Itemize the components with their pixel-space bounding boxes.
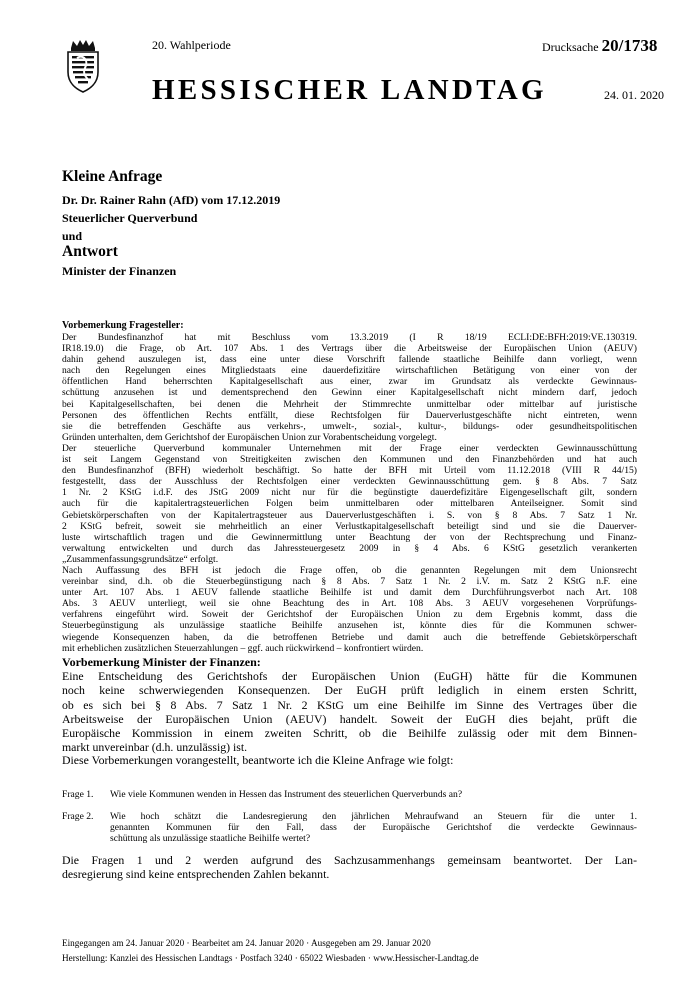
text-line: Der Bundesfinanzhof hat mit Beschluss vom 13.3.2019 (I R 18/19 ECLI:DE:BFH:2019:VE.130319. — [62, 332, 637, 343]
text-line: Wie viele Kommunen wenden in Hessen das Instrument des steuerlichen Querverbunds an? — [110, 789, 463, 800]
text-line: Steuerbegünstigung als unzulässige staatliche Beihilfe anzusehen ist, könnte dies für die Kommunen schwer- — [62, 620, 637, 632]
footer-imprint: Herstellung: Kanzlei des Hessischen Landtags · Postfach 3240 · 65022 Wiesbaden · www.Hessischer-Landtag.de — [62, 953, 479, 963]
text-line: sie die betreffenden Geschäfte aus verkehrs-, umwelt-, sozial-, kultur-, bildungs- oder gesundheitspolitischen — [62, 420, 637, 432]
author-line: Dr. Dr. Rainer Rahn (AfD) vom 17.12.2019 — [62, 193, 281, 207]
drucksache-label: Drucksache — [542, 40, 599, 54]
text-line: verfahrens eingeführt wird. Soweit der Gerichtshof der Europäischen Union zu dem Ergebnis kommt, dass die — [62, 609, 637, 621]
answer-text — [62, 853, 637, 881]
text-line: luste wirtschaftlich tragen und die Gewinnermittlung unter Beachtung der von der Rechtsprechung und Finanz- — [62, 531, 637, 543]
footer-dates: Eingegangen am 24. Januar 2020 · Bearbeitet am 24. Januar 2020 · Ausgegeben am 29. Januar 2020 — [62, 938, 431, 948]
frage-1 — [62, 789, 637, 801]
text-line: Gründen unterhalten, dem Gerichtshof der Europäischen Union zur Vorabentscheidung vorgelegt. — [62, 431, 437, 443]
und-line: und — [62, 229, 83, 243]
text-line: „Zusammenfassungsgrundsätze“ erfolgt. — [62, 553, 219, 565]
text-line: markt unvereinbar (d.h. unzulässig) ist. — [62, 740, 248, 755]
text-line: mit erheblichen zusätzlichen Steuerzahlungen – ggf. auch rückwirkend – konfrontiert würden. — [62, 642, 424, 654]
vorbemerkung-minister-text — [62, 669, 637, 754]
vorbemerkung-minister-heading: Vorbemerkung Minister der Finanzen: — [62, 655, 261, 669]
vorbemerkung-minister — [62, 655, 637, 754]
text-line: Europäische Kommission in einem zweiten Schritt, ob die Beihilfe zulässig oder mit dem Binnen- — [62, 725, 637, 740]
drucksache-number: 20/1738 — [601, 36, 658, 55]
vorbemerkung-fragesteller-text — [62, 332, 637, 654]
frage-2 — [62, 811, 637, 847]
text-line: ob es sich bei § 8 Abs. 7 Satz 1 Nr. 2 KStG um eine Beihilfe im Sinne des Vertrages über die — [62, 697, 637, 712]
text-line: auch für die kapitalertragsteuerlichen Folgen beim unmittelbaren oder mittelbaren Anteilseigner. Somit sind — [62, 498, 637, 510]
text-line: desregierung sind keine entsprechenden Zahlen bekannt. — [62, 867, 330, 882]
subject-line: Steuerlicher Querverbund — [62, 211, 198, 225]
vorbemerkung-fragesteller — [62, 320, 637, 654]
document-type: Kleine Anfrage — [62, 168, 163, 185]
document-date: 24. 01. 2020 — [604, 88, 664, 102]
text-line: wiegende Konsequenzen haben, da die betroffenen Betriebe und damit auch die betreffende Gebietskörperschaft — [62, 631, 637, 643]
text-line: Wie hoch schätzt die Landesregierung den jährlichen Mehraufwand an Steuern für die unter 1. — [110, 811, 637, 822]
text-line: schüttung als unzulässige staatliche Beihilfe wertet? — [110, 833, 311, 845]
text-line: 1 Nr. 2 KStG i.d.F. des JStG 2009 nicht nur für die begünstigte dauerdefizitäre Eigengesellschaft gilt, sondern — [62, 487, 637, 499]
answer-type: Antwort — [62, 243, 118, 260]
intro-text: Diese Vorbemerkungen vorangestellt, beantworte ich die Kleine Anfrage wie folgt: — [62, 753, 454, 767]
drucksache — [542, 36, 657, 56]
text-line: Gebietskörperschaften von der Kapitalertragsteuer aus Dauerverlustgeschäften i. S. von § 8 Abs. 7 Satz 1 Nr. — [62, 509, 637, 521]
text-line: Abs. 3 AEUV unterliegt, weil sie ohne Beachtung des in Art. 108 Abs. 3 AEUV vorgesehenen Vorprüfungs- — [62, 598, 637, 610]
text-line: Arbeitsweise der Europäischen Union (AEUV) handelt. Soweit der EuGH dies bejaht, prüft die — [62, 711, 637, 726]
frage-2-text — [110, 811, 637, 844]
text-line: dahin gehend auszulegen ist, dass eine unter diese Vorschrift fallende staatliche Beihilfe dann vorliegt, wenn — [62, 354, 637, 366]
text-line: den Bundesfinanzhof (BFH) wiederholt beschäftigt. So hatte der BFH mit Urteil vom 11.12.2018 (VIII R 44/15) — [62, 465, 637, 477]
text-line: Der steuerliche Querverbund kommunaler Unternehmen mit der Frage einer verdeckten Gewinnausschüttung — [62, 442, 637, 454]
text-line: unter Art. 107 Abs. 1 AEUV fallende staatliche Beihilfe ist und damit dem Durchführungsverbot nach Art. 108 — [62, 587, 637, 599]
text-line: Eine Entscheidung des Gerichtshofs der Europäischen Union (EuGH) hätte für die Kommunen — [62, 669, 637, 684]
wahlperiode: 20. Wahlperiode — [152, 38, 231, 52]
frage-1-text — [110, 789, 637, 800]
text-line: öffentlichen Hand beherrschten Kapitalgesellschaft aus einer, zwar im Grundsatz als verdeckte Gewinnaus- — [62, 376, 637, 388]
text-line: noch keine schwerwiegenden Konsequenzen. Der EuGH prüft lediglich in einem ersten Schritt, — [62, 683, 637, 698]
text-line: IR18.19.0) die Frage, ob Art. 107 Abs. 1 des Vertrags über die Arbeitsweise der Europäischen Union (AEUV) — [62, 343, 637, 355]
text-line: Nach Auffassung des BFH ist jedoch die Frage offen, ob die genannten Regelungen mit dem Unionsrecht — [62, 564, 637, 576]
text-line: vereinbar sind, d.h. ob die Steuerbegünstigung nach § 8 Abs. 7 Satz 1 Nr. 2 i.V. m. Satz 2 KStG n.F. eine — [62, 576, 637, 588]
text-line: bei Kapitalgesellschaften, bei denen die Mehrheit der Stimmrechte unmittelbar oder mittelbar auf juristische — [62, 398, 637, 410]
text-line: verwaltung entwickelten und durch das Jahressteuergesetz 2009 in § 4 Abs. 6 KStG gesetzlich verankerten — [62, 542, 637, 554]
text-line: Personen des öffentlichen Rechts entfällt, diese Rechtsfolgen für Dauerverlustgeschäfte nicht eintreten, wenn — [62, 409, 637, 421]
text-line: ist seit Langem Gegenstand von Streitigkeiten zwischen den Kommunen und den Finanzbehörden und hat auch — [62, 454, 637, 466]
text-line: genannten Kommunen für den Fall, dass der Europäische Gerichtshof die verdeckte Gewinnaus- — [110, 822, 637, 834]
vorbemerkung-fragesteller-heading: Vorbemerkung Fragesteller: — [62, 320, 184, 331]
minister-line: Minister der Finanzen — [62, 264, 177, 278]
frage-2-label: Frage 2. — [62, 811, 94, 822]
hessen-coat-of-arms-icon — [63, 38, 103, 94]
text-line: festgestellt, dass der Ausschluss der Rechtsfolgen einer verdeckten Gewinnausschüttung gem. § 8 Abs. 7 Satz — [62, 476, 637, 488]
text-line: 2 KStG befreit, soweit sie mehrheitlich an einer Verlustkapitalgesellschaft beteiligt sind und sie die Dauerver- — [62, 520, 637, 532]
frage-1-label: Frage 1. — [62, 789, 94, 800]
text-line: schüttung anzusehen ist und dementsprechend den Gewinn einer Kapitalgesellschaft nicht mindern darf, jedoch — [62, 387, 637, 399]
page-title: HESSISCHER LANDTAG — [152, 74, 547, 106]
text-line: Die Fragen 1 und 2 werden aufgrund des Sachzusammenhangs gemeinsam beantwortet. Der Lan- — [62, 853, 637, 867]
text-line: nach den Regelungen eines Mitgliedstaats eine dauerdefizitäre wirtschaftlichen Betätigung von einer von der — [62, 365, 637, 377]
